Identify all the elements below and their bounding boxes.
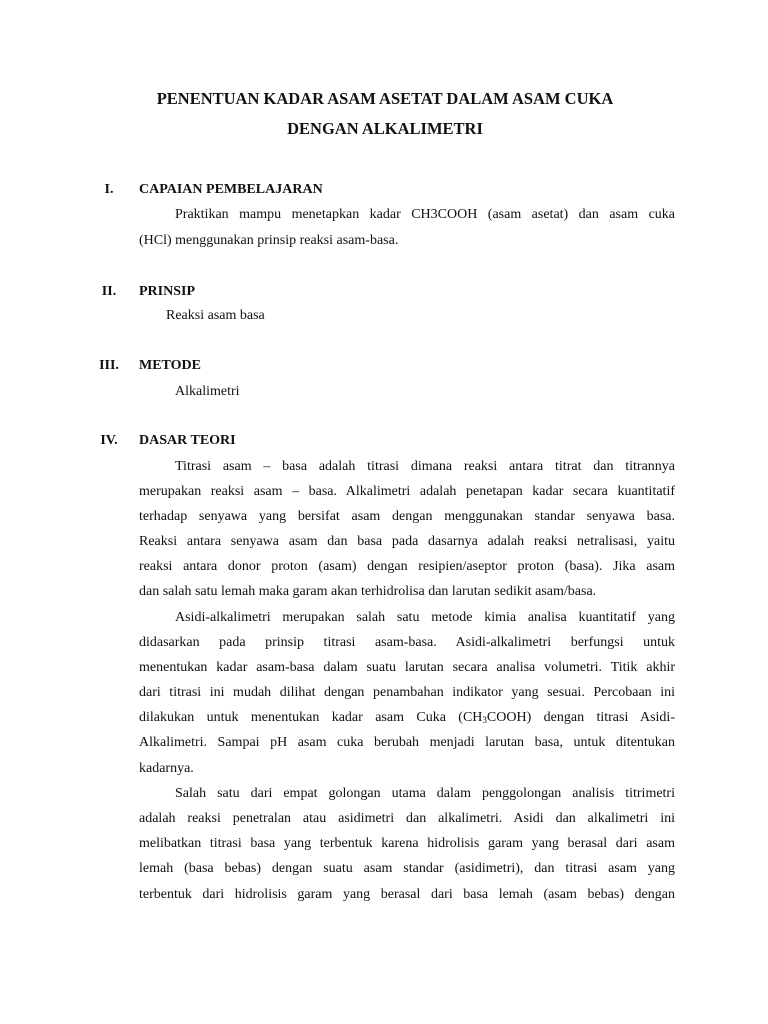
- section-heading-2: PRINSIP: [139, 284, 196, 299]
- paragraph-line: Asidi-alkalimetri merupakan salah satu metode kimia analisa kuantitatif yang: [175, 610, 675, 625]
- document-title-line-2: DENGAN ALKALIMETRI: [287, 119, 483, 138]
- paragraph-line: didasarkan pada prinsip titrasi asam-basa. Asidi-alkalimetri berfungsi untuk: [139, 635, 675, 650]
- paragraph-line: lemah (basa bebas) dengan suatu asam standar (asidimetri), dan titrasi asam yang: [139, 861, 675, 876]
- paragraph-line-part: dilakukan untuk menentukan kadar asam Cuka (CH: [139, 710, 483, 725]
- paragraph-line: merupakan reaksi asam – basa. Alkalimetri adalah penetapan kadar secara kuantitatif: [139, 484, 675, 499]
- paragraph-line: dan salah satu lemah maka garam akan terhidrolisa dan larutan sedikit asam/basa.: [139, 584, 597, 599]
- section-heading-4: DASAR TEORI: [139, 433, 236, 448]
- subscript-3: 3: [482, 715, 487, 725]
- paragraph-line: reaksi antara donor proton (asam) dengan resipien/aseptor proton (basa). Jika asam: [139, 559, 675, 574]
- paragraph-line: terbentuk dari hidrolisis garam yang berasal dari basa lemah (asam bebas) dengan: [139, 887, 675, 902]
- paragraph-line: (HCl) menggunakan prinsip reaksi asam-basa.: [139, 233, 399, 248]
- section-number-4: IV.: [100, 433, 118, 448]
- paragraph-line: dari titrasi ini mudah dilihat dengan penambahan indikator yang sesuai. Percobaan ini: [139, 685, 675, 700]
- paragraph-line: menentukan kadar asam-basa dalam suatu larutan secara analisa volumetri. Titik akhir: [139, 660, 675, 675]
- paragraph-line: melibatkan titrasi basa yang terbentuk karena hidrolisis garam yang berasal dari asam: [139, 836, 675, 851]
- paragraph-line: kadarnya.: [139, 761, 194, 776]
- paragraph-line: Reaksi antara senyawa asam dan basa pada dasarnya adalah reaksi netralisasi, yaitu: [139, 534, 675, 549]
- paragraph-line: Titrasi asam – basa adalah titrasi dimana reaksi antara titrat dan titrannya: [175, 459, 675, 474]
- paragraph-line: adalah reaksi penetralan atau asidimetri dan alkalimetri. Asidi dan alkalimetri ini: [139, 811, 675, 826]
- paragraph-line: Salah satu dari empat golongan utama dalam penggolongan analisis titrimetri: [175, 786, 675, 801]
- paragraph-line: Reaksi asam basa: [166, 308, 265, 323]
- paragraph-line: Alkalimetri. Sampai pH asam cuka berubah menjadi larutan basa, untuk ditentukan: [139, 735, 675, 750]
- paragraph-line-part: COOH) dengan titrasi Asidi-: [486, 710, 675, 725]
- paragraph-line: Alkalimetri: [175, 384, 240, 399]
- paragraph-line: terhadap senyawa yang bersifat asam dengan menggunakan standar senyawa basa.: [139, 509, 675, 524]
- document-title-line-1: PENENTUAN KADAR ASAM ASETAT DALAM ASAM CUKA: [156, 89, 614, 108]
- section-number-3: III.: [99, 358, 119, 373]
- paragraph-line: [139, 710, 675, 728]
- paragraph-line: Praktikan mampu menetapkan kadar CH3COOH (asam asetat) dan asam cuka: [175, 207, 675, 222]
- section-heading-3: METODE: [139, 358, 201, 373]
- section-number-2: II.: [101, 284, 117, 299]
- section-heading-1: CAPAIAN PEMBELAJARAN: [139, 182, 323, 197]
- section-number-1: I.: [104, 182, 114, 197]
